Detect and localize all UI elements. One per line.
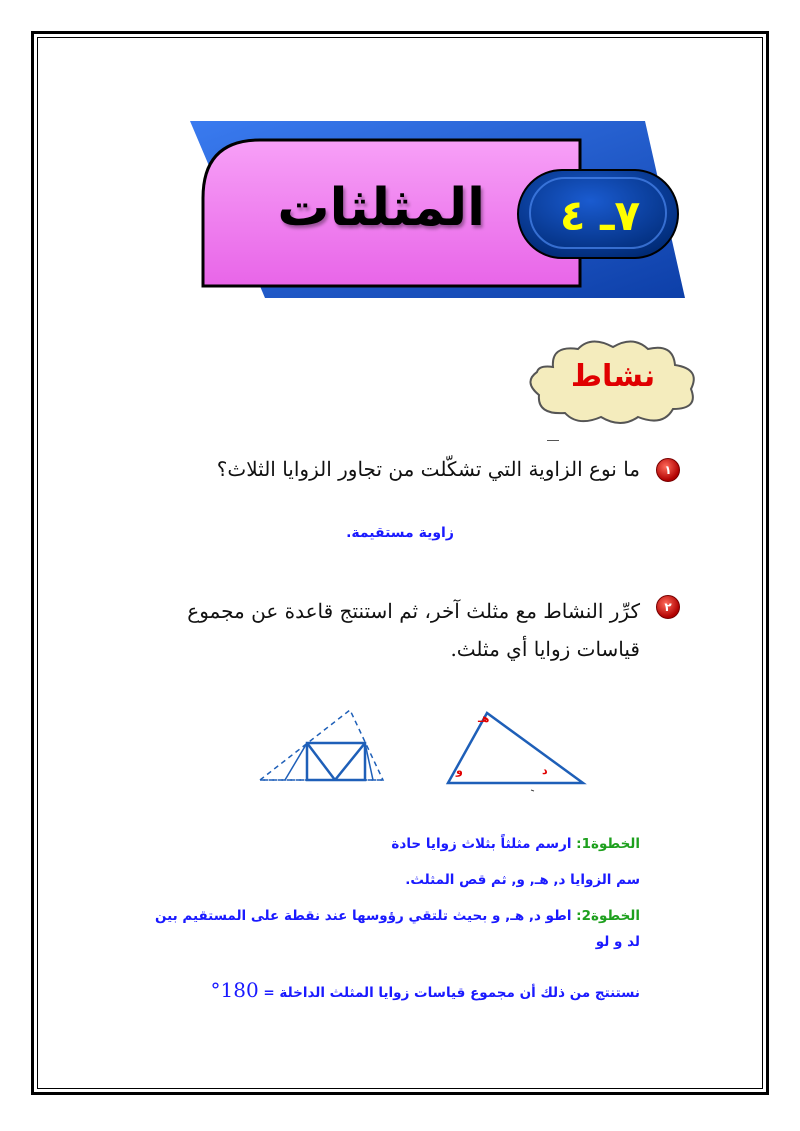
triangle-figures — [255, 705, 595, 800]
activity-label: نشاط — [570, 359, 656, 394]
angle-label-top: هـ — [478, 712, 490, 725]
angle-label-right: د — [542, 764, 548, 777]
step-2-continued: ﻟﺪ و ﻟﻮ — [595, 934, 640, 950]
acute-triangle-figure — [448, 713, 583, 783]
question-2-badge: ٢ — [656, 595, 680, 619]
question-1-badge: ١ — [656, 458, 680, 482]
step-2-text: اطو د, هـ, و بحيث تلتقي رؤوسها عند نقطة على المستقيم بين — [154, 908, 572, 924]
step-1-continued: سم الزوايا د, هـ, و, ثم قص المثلث. — [405, 872, 640, 888]
lesson-number: ٧ـ ٤ — [559, 191, 641, 240]
step-2-label: الخطوة2: — [576, 908, 640, 924]
step-2 — [100, 906, 640, 926]
folded-triangle-figure — [260, 710, 383, 780]
question-1-text: ما نوع الزاوية التي تشكّلت من تجاور الزوايا الثلاث؟ — [216, 457, 640, 481]
step-1-text: ارسم مثلثاً بثلاث زوايا حادة — [391, 836, 572, 852]
conclusion-value: 180° — [210, 978, 259, 1002]
question-1-answer: زاوية مستقيمة. — [346, 525, 454, 541]
step-1-label: الخطوة1: — [576, 836, 640, 852]
dash-mark — [547, 440, 559, 441]
lesson-title: المثلثات — [277, 178, 485, 238]
conclusion — [150, 980, 640, 1003]
step-1 — [150, 834, 640, 854]
question-2-text: كرِّر النشاط مع مثلث آخر، ثم استنتج قاعدة عن مجموع قياسات زوايا أي مثلث. — [187, 599, 640, 661]
angle-label-left: و — [456, 764, 463, 777]
conclusion-text: نستنتج من ذلك أن مجموع قياسات زوايا المثلث الداخلة = — [263, 985, 640, 1001]
